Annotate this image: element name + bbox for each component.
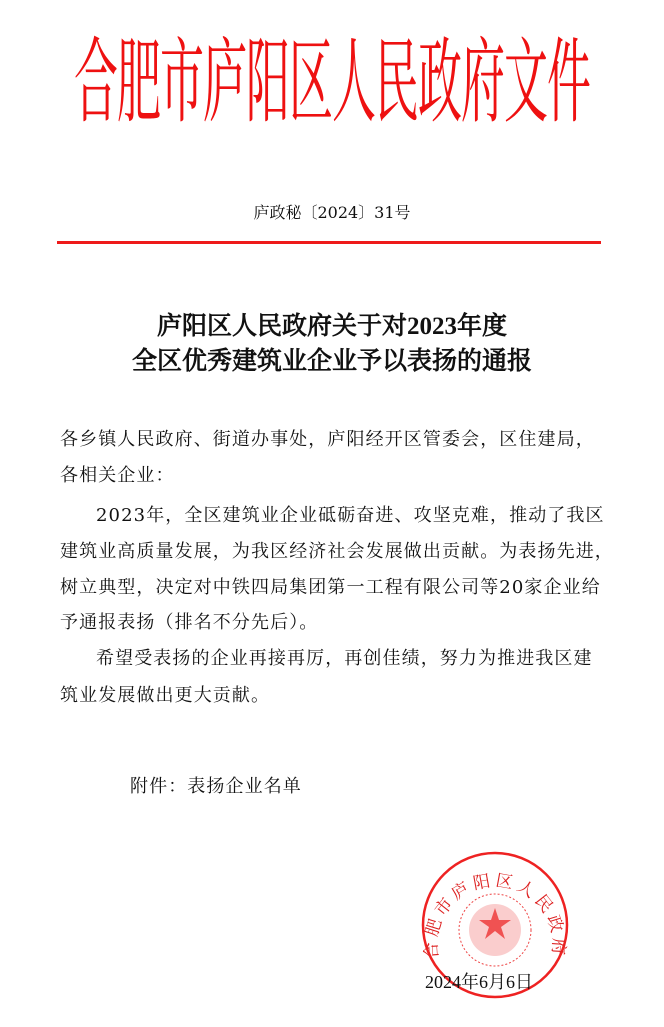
issue-date: 2024年6月6日 (425, 972, 533, 992)
seal-text: 合肥市庐阳区人民政府 (421, 870, 569, 960)
body-line: 建筑业高质量发展，为我区经济社会发展做出贡献。为表扬先进， (60, 541, 614, 562)
attachment-line: 附件：表扬企业名单 (130, 776, 302, 797)
document-number: 庐政秘〔2024〕31号 (253, 203, 411, 222)
body-line: 筑业发展做出更大贡献。 (60, 685, 271, 706)
body-line: 2023年，全区建筑业企业砥砺奋进、攻坚克难，推动了我区 (96, 505, 605, 526)
document-masthead: 合肥市庐阳区人民政府文件 (74, 29, 590, 137)
title-line-1: 庐阳区人民政府关于对2023年度 (156, 313, 507, 340)
body-line: 予通报表扬（排名不分先后）。 (60, 612, 319, 633)
title-line-2: 全区优秀建筑业企业予以表扬的通报 (131, 348, 532, 375)
addressee-line: 各相关企业： (60, 465, 175, 486)
addressee-line: 各乡镇人民政府、街道办事处，庐阳经开区管委会，区住建局， (60, 429, 595, 450)
body-line: 希望受表扬的企业再接再厉，再创佳绩，努力为推进我区建 (96, 648, 593, 669)
red-divider (57, 241, 601, 244)
body-line: 树立典型，决定对中铁四局集团第一工程有限公司等20家企业给 (60, 577, 601, 598)
